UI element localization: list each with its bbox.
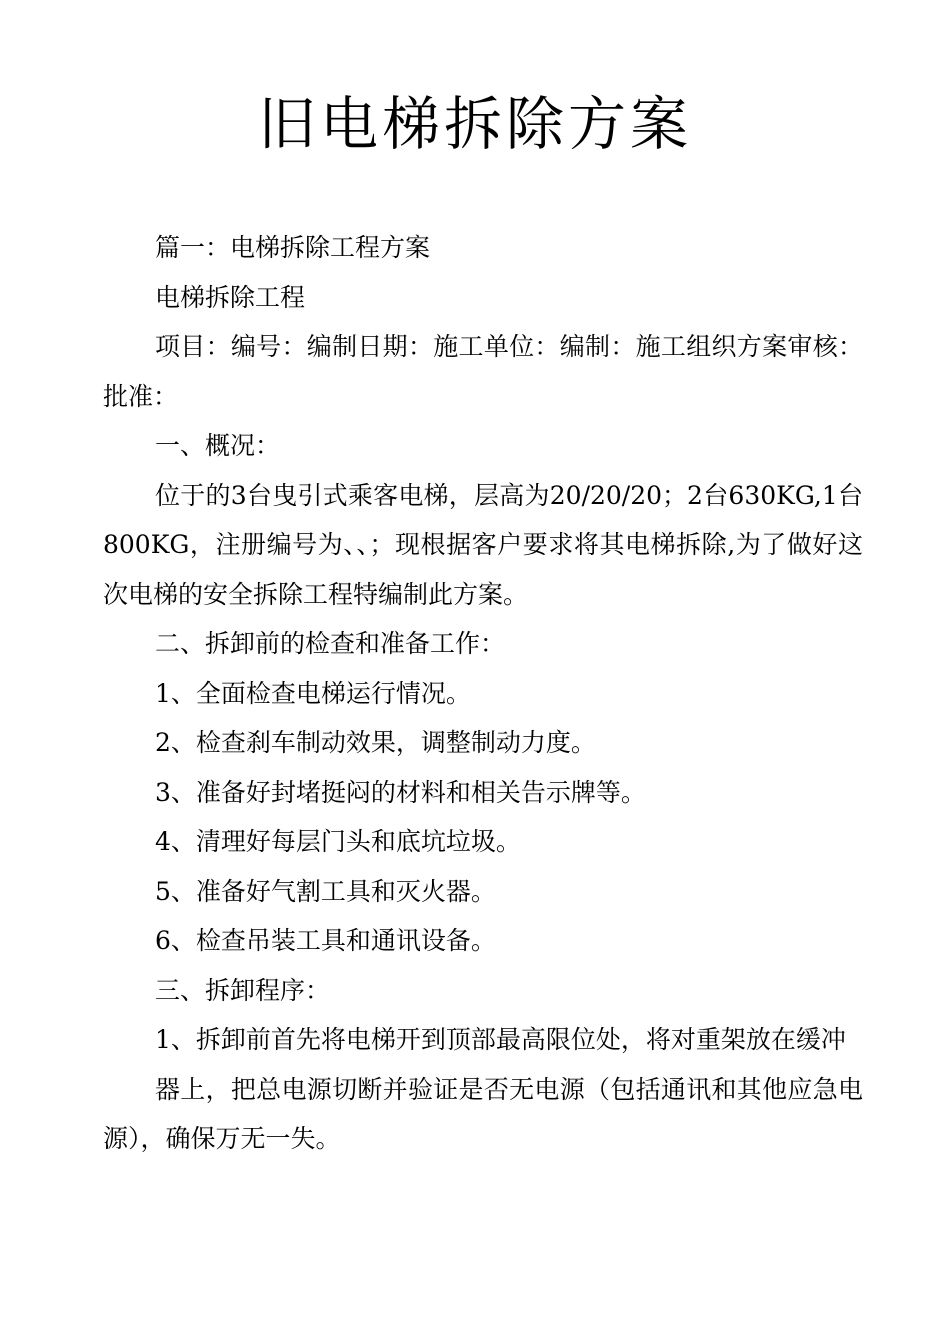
paragraph: 项目：编号：编制日期：施工单位：编制：施工组织方案审核：批准： (103, 332, 863, 411)
paragraph: 2、检查刹车制动效果，调整制动力度。 (155, 728, 596, 757)
paragraph: 6、检查吊装工具和通讯设备。 (155, 926, 496, 955)
paragraph: 三、拆卸程序： (155, 975, 331, 1005)
paragraph: 1、拆卸前首先将电梯开到顶部最高限位处，将对重架放在缓冲 (155, 1025, 846, 1054)
paragraph: 4、清理好每层门头和底坑垃圾。 (155, 827, 521, 856)
document-body (103, 223, 863, 1164)
paragraph: 一、概况： (155, 431, 281, 460)
paragraph: 1、全面检查电梯运行情况。 (155, 678, 471, 708)
document-title: 旧电梯拆除方案 (257, 90, 692, 158)
paragraph: 电梯拆除工程 (155, 282, 306, 312)
paragraph: 器上，把总电源切断并验证是否无电源（包括通讯和其他应急电源），确保万无一失。 (103, 1074, 863, 1153)
paragraph: 3、准备好封堵挺闷的材料和相关告示牌等。 (155, 777, 646, 807)
paragraph: 位于的3台曳引式乘客电梯，层高为20/20/20；2台630KG,1台800KG，注册编号为、、；现根据客户要求将其电梯拆除,为了做好这次电梯的安全拆除工程特编制此方案。 (103, 480, 863, 609)
paragraph: 二、拆卸前的检查和准备工作： (155, 629, 506, 658)
paragraph: 5、准备好气割工具和灭火器。 (155, 876, 496, 906)
paragraph: 篇一：电梯拆除工程方案 (155, 233, 431, 262)
